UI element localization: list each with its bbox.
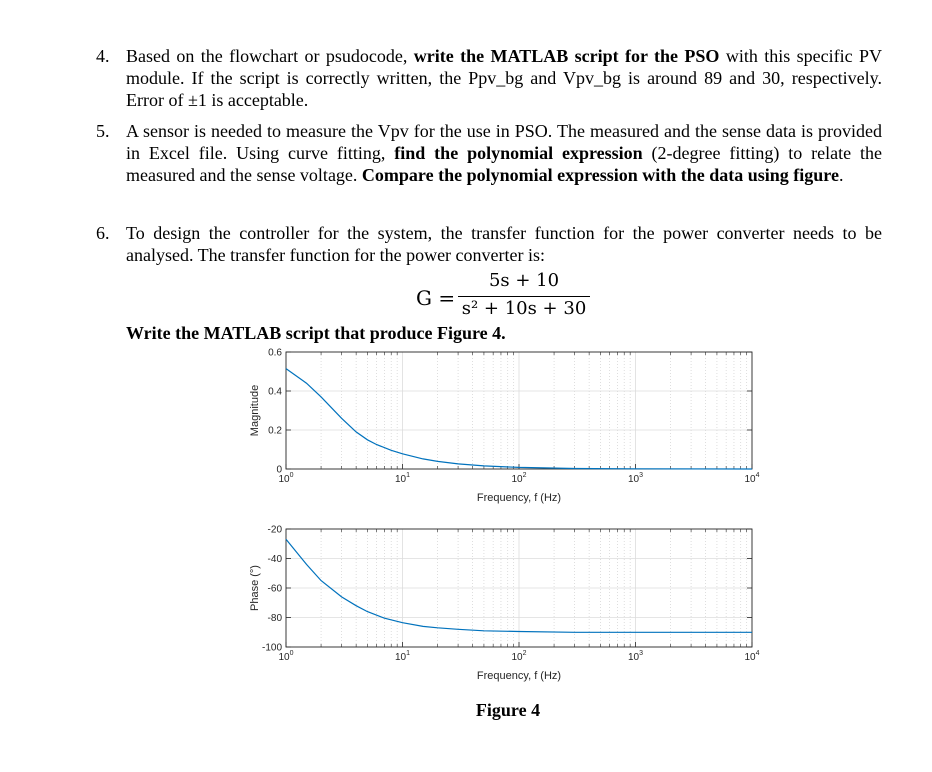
instruction-heading: Write the MATLAB script that produce Figure 4. <box>126 323 506 343</box>
phase-x-tick-label: $10^1$ <box>394 650 411 663</box>
question-5-segment: A sensor is needed to measure the Vpv for the use in PSO. The measured and the sense data is provided in Excel file. Using curve fitting, <box>126 121 882 163</box>
phase-x-tick-label: $10^0$ <box>278 650 294 663</box>
phase-ylabel: Phase (°) <box>249 565 261 611</box>
phase-y-tick-label: -20 <box>267 524 282 536</box>
question-5-segment: . <box>838 165 844 185</box>
equation-numerator: 5s + 10 <box>488 270 560 291</box>
magnitude-x-tick-label: $10^2$ <box>511 472 527 485</box>
item-number-5: 5. <box>96 121 110 141</box>
phase-x-tick-label: $10^2$ <box>511 650 527 663</box>
magnitude-xlabel: Frequency, f (Hz) <box>476 492 562 504</box>
question-4-segment: Based on the flowchart or psudocode, <box>126 46 414 66</box>
question-5-segment: (2-degree fitting) to relate the measured and the sense voltage. <box>126 143 882 185</box>
question-5-segment: find the polynomial expression <box>394 143 643 163</box>
question-6-segment: To design the controller for the system, the transfer function for the power converter needs to be analysed. The transfer function for the power converter is: <box>126 223 882 265</box>
figure-caption: Figure 4 <box>475 700 541 720</box>
magnitude-x-tick-label: $10^3$ <box>627 472 644 485</box>
equation-denominator: s² + 10s + 30 <box>461 298 587 319</box>
magnitude-ylabel: Magnitude <box>249 384 261 437</box>
magnitude-x-tick-label: $10^1$ <box>394 472 411 485</box>
magnitude-y-tick-label: 0.6 <box>268 347 282 359</box>
question-4-segment: write the MATLAB script for the PSO <box>413 46 720 66</box>
phase-y-tick-label: -40 <box>267 554 282 565</box>
phase-y-tick-label: -60 <box>267 583 282 595</box>
phase-y-tick-label: -80 <box>267 613 282 624</box>
phase-y-tick-label: -100 <box>261 642 282 654</box>
question-4-segment: with this specific PV module. If the script is correctly written, the Ppv_bg and Vpv_bg is around 89 and 30, respectively. Error of ±1 is acceptable. <box>126 46 882 110</box>
phase-x-tick-label: $10^4$ <box>744 650 760 663</box>
phase-x-tick-label: $10^3$ <box>627 650 644 663</box>
item-number-4: 4. <box>96 46 110 66</box>
item-number-6: 6. <box>96 223 110 243</box>
phase-xlabel: Frequency, f (Hz) <box>476 670 562 682</box>
magnitude-y-tick-label: 0.4 <box>268 386 282 398</box>
magnitude-y-tick-label: 0.2 <box>268 425 282 437</box>
question-5-segment: Compare the polynomial expression with the data using figure <box>361 165 839 185</box>
magnitude-x-tick-label: $10^4$ <box>744 472 760 485</box>
magnitude-x-tick-label: $10^0$ <box>278 472 294 485</box>
equation-lhs: G = <box>416 286 456 310</box>
magnitude-y-tick-label: 0 <box>276 464 282 476</box>
